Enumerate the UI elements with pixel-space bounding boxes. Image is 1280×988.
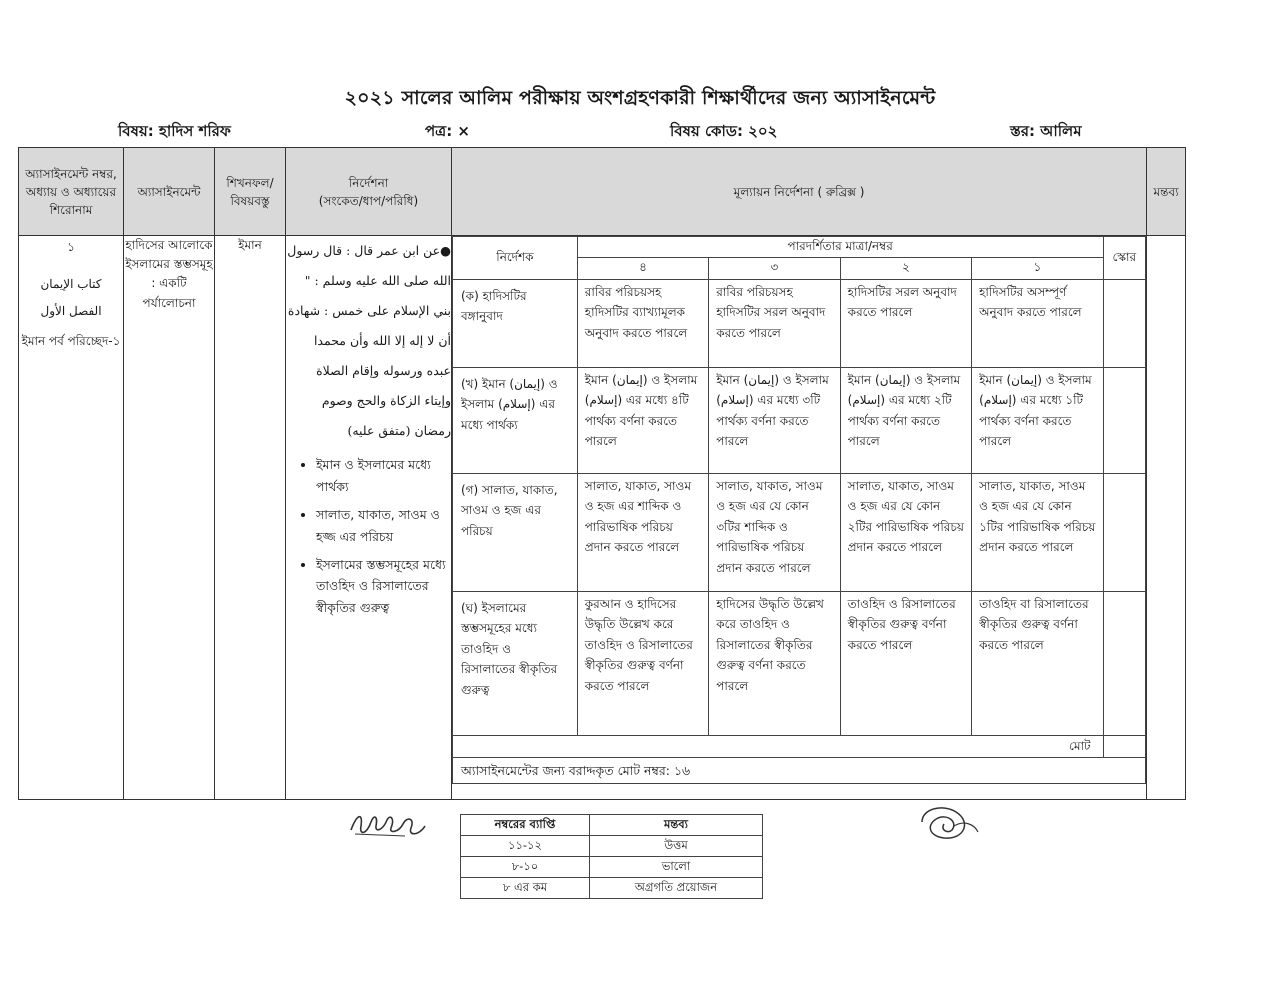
table-row (453, 279, 1146, 367)
subject-code-label: বিষয় কোড: ২০২ (670, 122, 778, 140)
rubric-cell (452, 236, 1147, 800)
rubric-indicator: (ঘ) ইসলামের স্তম্ভসমূহের মধ্যে তাওহিদ ও রিসালাতের স্বীকৃতির গুরুত্ব (453, 591, 578, 735)
page-title: ২০২১ সালের আলিম পরীক্ষায় অংশগ্রহণকারী শিক্ষার্থীদের জন্য অ্যাসাইনমেন্ট (344, 87, 936, 109)
rubric-cell-level-1: সালাত, যাকাত, সাওম ও হজ এর যে কোন ১টির পারিভাষিক পরিচয় প্রদান করতে পারলে (972, 473, 1103, 591)
header-instructions-title: নির্দেশনা (348, 175, 389, 190)
header-remarks: মন্তব্য (1147, 148, 1186, 236)
table-row (453, 591, 1146, 735)
assignment-number-cell (19, 236, 124, 800)
rubric-score-cell (1103, 591, 1145, 735)
list-item: • সালাত, যাকাত, সাওম ও হজ্জ এর পরিচয় (316, 504, 451, 548)
rubric-cell-level-3: ইমান (إيمان) ও ইসলাম (إسلام) এর মধ্যে ৩টি পার্থক্য বর্ণনা করতে পারলে (709, 367, 840, 473)
rubric-cell-level-1: হাদিসটির অসম্পূর্ণ অনুবাদ করতে পারলে (972, 279, 1103, 367)
signature-right-icon (914, 800, 984, 846)
scale-range: ১১-১২ (461, 836, 590, 857)
paper-label: পত্র: × (425, 122, 470, 140)
header-learning-outcome: শিখনফল/ বিষয়বস্তু (215, 148, 286, 236)
scale-comment: অগ্রগতি প্রয়োজন (590, 878, 763, 899)
rubric-cell-level-3: সালাত, যাকাত, সাওম ও হজ এর যে কোন ৩টির শাব্দিক ও পারিভাষিক পরিচয় প্রদান করতে পারলে (709, 473, 840, 591)
header-rubric: মূল্যায়ন নির্দেশনা ( রুব্রিক্স ) (452, 148, 1147, 236)
subject-label: বিষয়: হাদিস শরিফ (118, 122, 231, 140)
rubric-score-cell (1103, 367, 1145, 473)
rubric-cell-level-4: কুরআন ও হাদিসের উদ্ধৃতি উল্লেখ করে তাওহিদ ও রিসালাতের স্বীকৃতির গুরুত্ব বর্ণনা করতে পারলে (577, 591, 708, 735)
rubric-cell-level-3: হাদিসের উদ্ধৃতি উল্লেখ করে তাওহিদ ও রিসালাতের স্বীকৃতির গুরুত্ব বর্ণনা করতে পারলে (709, 591, 840, 735)
rubric-cell-level-2: ইমান (إيمان) ও ইসলাম (إسلام) এর মধ্যে ২টি পার্থক্য বর্ণনা করতে পারলে (840, 367, 971, 473)
scale-range: ৮-১০ (461, 857, 590, 878)
table-row (453, 367, 1146, 473)
rubric-indicator-header: নির্দেশক (453, 237, 578, 280)
rubric-level-header: পারদর্শিতার মাত্রা/নম্বর (577, 237, 1103, 258)
header-assignment-number: অ্যাসাইনমেন্ট নম্বর, অধ্যায় ও অধ্যায়ের শিরোনাম (19, 148, 124, 236)
assignment-title: হাদিসের আলোকে ইসলামের স্তম্ভসমূহ : একটি পর্যালোচনা (124, 236, 215, 800)
rubric-score-cell (1103, 473, 1145, 591)
rubric-cell-level-4: রাবির পরিচয়সহ হাদিসটির ব্যাখ্যামূলক অনুবাদ করতে পারলে (577, 279, 708, 367)
header-assignment: অ্যাসাইনমেন্ট (124, 148, 215, 236)
signature-left-icon (345, 806, 430, 842)
rubric-cell-level-2: সালাত, যাকাত, সাওম ও হজ এর যে কোন ২টির পারিভাষিক পরিচয় প্রদান করতে পারলে (840, 473, 971, 591)
scale-comment: ভালো (590, 857, 763, 878)
rubric-cell-level-4: ইমান (إيمان) ও ইসলাম (إسلام) এর মধ্যে ৪টি পার্থক্য বর্ণনা করতে পারলে (577, 367, 708, 473)
learning-outcome: ইমান (215, 236, 286, 800)
chapter-bangla-title: ইমান পর্ব পরিচ্ছেদ-১ (21, 334, 121, 349)
table-row (461, 878, 763, 899)
rubric-cell-level-2: হাদিসটির সরল অনুবাদ করতে পারলে (840, 279, 971, 367)
list-item: • ইসলামের স্তম্ভসমূহের মধ্যে তাওহিদ ও রিসালাতের স্বীকৃতির গুরুত্ব (316, 554, 451, 620)
rubric-score-cell (1103, 279, 1145, 367)
list-item: • ইমান ও ইসলামের মধ্যে পার্থক্য (316, 454, 451, 498)
assignment-number: ১ (67, 240, 75, 254)
table-row (461, 857, 763, 878)
rubric-cell-level-2: তাওহিদ ও রিসালাতের স্বীকৃতির গুরুত্ব বর্ণনা করতে পারলে (840, 591, 971, 735)
rubric-cell-level-1: ইমান (إيمان) ও ইসলাম (إسلام) এর মধ্যে ১টি পার্থক্য বর্ণনা করতে পারলে (972, 367, 1103, 473)
table-row (461, 836, 763, 857)
rubric-cell-level-1: তাওহিদ বা রিসালাতের স্বীকৃতির গুরুত্ব বর্ণনা করতে পারলে (972, 591, 1103, 735)
instructions-cell (286, 236, 452, 800)
rubric-total-label: মোট (453, 735, 1104, 757)
rubric-allocation: অ্যাসাইনমেন্টের জন্য বরাদ্দকৃত মোট নম্বর: ১৬ (453, 757, 1146, 784)
header-instructions (286, 148, 452, 236)
instruction-list (286, 454, 451, 619)
assignment-table (18, 147, 1186, 800)
rubric-level-3: ৩ (709, 257, 840, 279)
scale-range-header: নম্বরের ব্যাপ্তি (461, 815, 590, 836)
rubric-indicator: (খ) ইমান (إيمان) ও ইসলাম (إسلام) এর মধ্যে পার্থক্য (453, 367, 578, 473)
rubric-level-4: ৪ (577, 257, 708, 279)
scale-comment: উত্তম (590, 836, 763, 857)
level-label: স্তর: আলিম (1010, 122, 1082, 140)
rubric-score-header: স্কোর (1103, 237, 1145, 280)
rubric-total-cell (1103, 735, 1145, 757)
header-instructions-sub: (সংকেত/ধাপ/পরিধি) (318, 193, 419, 208)
scale-range: ৮ এর কম (461, 878, 590, 899)
table-row (453, 473, 1146, 591)
rubric-indicator: (গ) সালাত, যাকাত, সাওম ও হজ এর পরিচয় (453, 473, 578, 591)
chapter-arabic-section: الفصل الأول (40, 303, 102, 318)
rubric-indicator: (ক) হাদিসটির বঙ্গানুবাদ (453, 279, 578, 367)
rubric-table (452, 236, 1146, 784)
hadith-text: ●عن ابن عمر قال : قال رسول الله صلى الله عليه وسلم : " بني الإسلام على خمس : شهادة أن لا إله إلا الله وأن محمدا عبده ورسوله وإقام الصلاة وإيتاء الزكاة والحج وصوم رمضان (متفق عليه) (287, 243, 451, 438)
rubric-level-1: ১ (972, 257, 1103, 279)
rubric-cell-level-4: সালাত, যাকাত, সাওম ও হজ এর শাব্দিক ও পারিভাষিক পরিচয় প্রদান করতে পারলে (577, 473, 708, 591)
rubric-cell-level-3: রাবির পরিচয়সহ হাদিসটির সরল অনুবাদ করতে পারলে (709, 279, 840, 367)
chapter-arabic-title: كتاب الإيمان (40, 276, 102, 291)
remarks-cell (1147, 236, 1186, 800)
scale-comment-header: মন্তব্য (590, 815, 763, 836)
grading-scale-table (460, 814, 763, 899)
rubric-level-2: ২ (840, 257, 971, 279)
